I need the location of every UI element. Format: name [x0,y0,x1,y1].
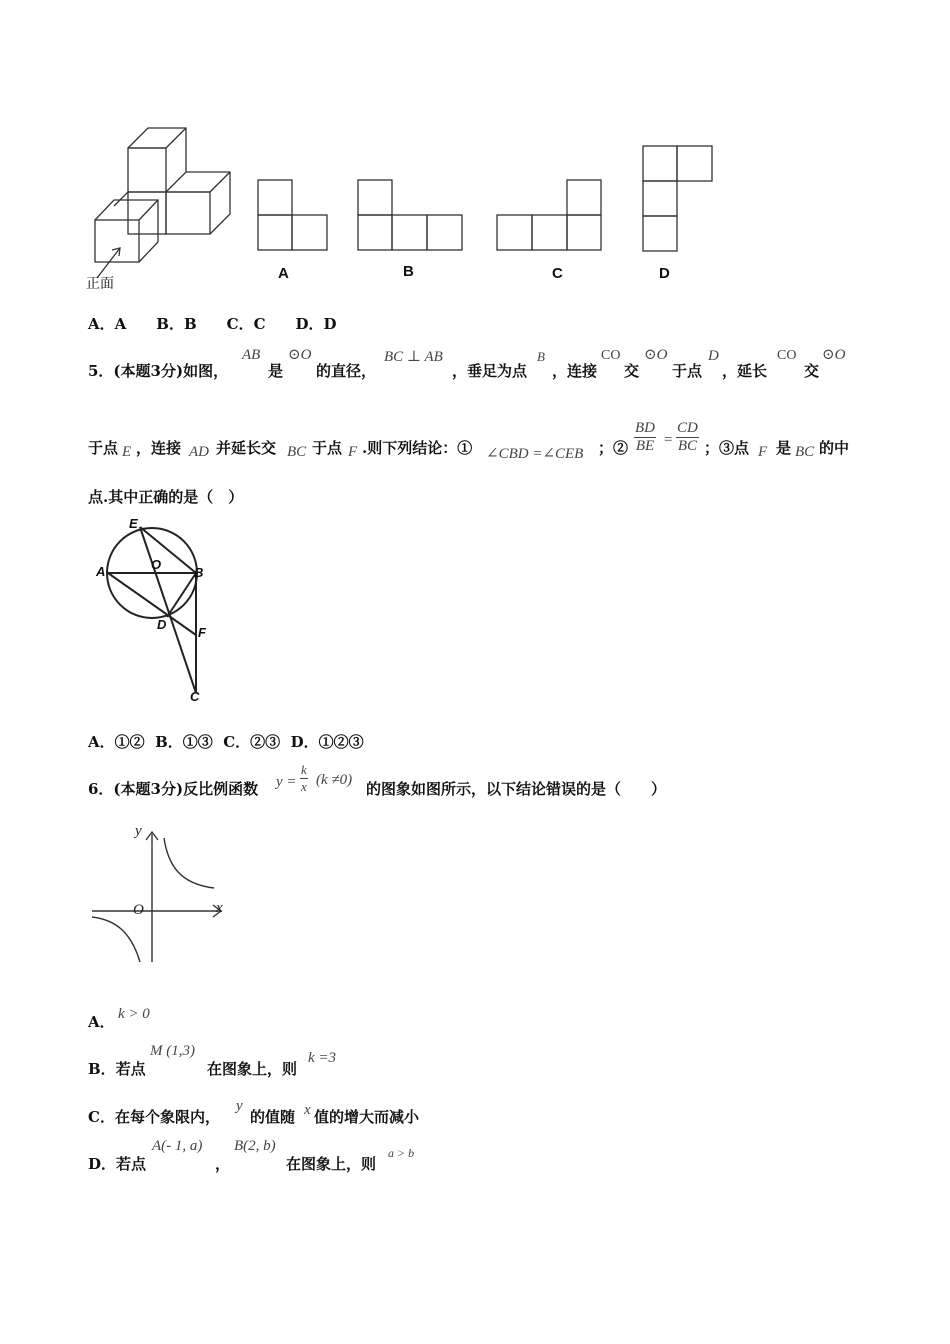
q6-opt-b-mid: 在图象上，则 [207,1060,298,1078]
q5-fig-label-b: B [194,565,204,580]
q5-d: D [708,348,719,364]
q5-fig-label-f: F [198,625,206,640]
q6-opt-d-comma: ， [215,1155,231,1173]
q5-text-extend2: 并延长交 [216,439,277,457]
q6-opt-c-end: 值的增大而减小 [314,1108,420,1126]
q5-text-yudian: 于点 [672,362,703,380]
q6-opt-a-math: k > 0 [118,1006,150,1022]
q6-opt-d-math: a > b [388,1146,415,1160]
q6-opt-c-label: C．在每个象限内， [88,1108,220,1126]
q5-fig-label-a: A [96,564,106,579]
q5-ad: AD [189,444,209,460]
view-label-a: A [278,265,289,282]
q5-co2: CO [777,348,797,363]
q5-e: E [122,444,132,460]
front-label: 正面 [86,276,114,292]
q5-text-is: 是 [776,439,792,457]
q6-hyperbola-graph [0,820,300,980]
q5-cd: CD [677,420,698,436]
q5-fraction-2 [676,420,699,455]
q6-condition: (k ≠0) [316,772,353,788]
q6-opt-a-label: A． [88,1013,115,1031]
q5-fig-label-e: E [129,516,138,531]
view-label-c: C [552,265,563,282]
q5-text-yudian3: 于点 [312,439,343,457]
q5-options: A．①② B．①③ C．②③ D．①②③ [88,733,364,751]
q5-co: CO [601,348,621,363]
q5-fig-label-d: D [157,617,167,632]
q5-circle-o: ⊙O [288,347,312,363]
q5-text-extend: ，延长 [722,362,768,380]
q5-text-semi2: ；③点 [704,439,750,457]
q5-circle-figure [0,500,300,720]
q6-opt-c-x: x [304,1102,311,1118]
q5-ab: AB [242,347,261,363]
q5-number: 5．(本题3分)如图， [88,362,229,380]
q5-text-connect2: ，连接 [136,439,182,457]
q5-fraction-1 [634,420,656,455]
q6-opt-d-mid: 在图象上，则 [286,1155,377,1173]
q5-bd: BD [635,420,655,436]
q6-axis-x: x [216,900,223,916]
q6-x: x [301,779,307,794]
q5-b: B [537,349,545,364]
q5-angle-eq: ∠CBD =∠CEB [486,446,584,462]
q5-text-conclusions: .则下列结论：① [362,439,473,457]
q6-fraction [300,762,308,795]
q5-fig-label-o: O [151,557,162,572]
q5-bc3: BC [795,444,815,460]
q5-circle-o2: ⊙O [644,347,668,363]
q6-origin: O [133,902,144,918]
q5-text-shi: 是 [268,362,284,380]
q4-options: A．A B．B C．C D．D [88,315,337,333]
q4-solid-figure [0,0,950,300]
q5-text-foot: ，垂足为点 [452,362,528,380]
view-label-d: D [659,265,670,282]
q5-perp: BC ⊥ AB [384,349,443,365]
q5-text-mid: 的中 [819,439,850,457]
q6-number: 6．(本题3分)反比例函数 [88,780,259,798]
q6-k: k [301,762,307,777]
q6-opt-c-y: y [236,1098,243,1114]
view-label-b: B [403,263,414,280]
q5-question-end: 点.其中正确的是（ ） [88,488,244,506]
q6-opt-b-label: B．若点 [88,1060,146,1078]
q5-f: F [348,444,358,460]
q5-be: BE [635,438,655,454]
q6-opt-d-point-a: A(- 1, a) [152,1138,203,1154]
q5-bc: BC [287,444,307,460]
q6-axis-y: y [135,823,142,839]
q5-eq: = [664,432,673,448]
q6-opt-b-math2: k =3 [308,1050,337,1066]
q5-text-diameter: 的直径， [316,362,377,380]
q5-bc2: BC [677,438,697,454]
q5-text-jiao: 交 [624,362,640,380]
q5-text-yudian2: 于点 [88,439,119,457]
q5-text-connect: ，连接 [552,362,598,380]
q6-opt-d-label: D．若点 [88,1155,147,1173]
q5-circle-o3: ⊙O [822,347,846,363]
q5-text-semi1: ；② [598,439,629,457]
q5-text-jiao2: 交 [804,362,820,380]
q6-opt-c-mid: 的值随 [250,1108,296,1126]
q6-opt-d-point-b: B(2, b) [234,1138,276,1154]
q6-y-eq: y = [276,774,297,790]
q6-text-rest: 的图象如图所示，以下结论错误的是（ ） [366,780,667,798]
q5-f2: F [758,444,768,460]
q6-opt-b-point: M (1,3) [150,1043,195,1059]
q5-fig-label-c: C [190,689,200,704]
